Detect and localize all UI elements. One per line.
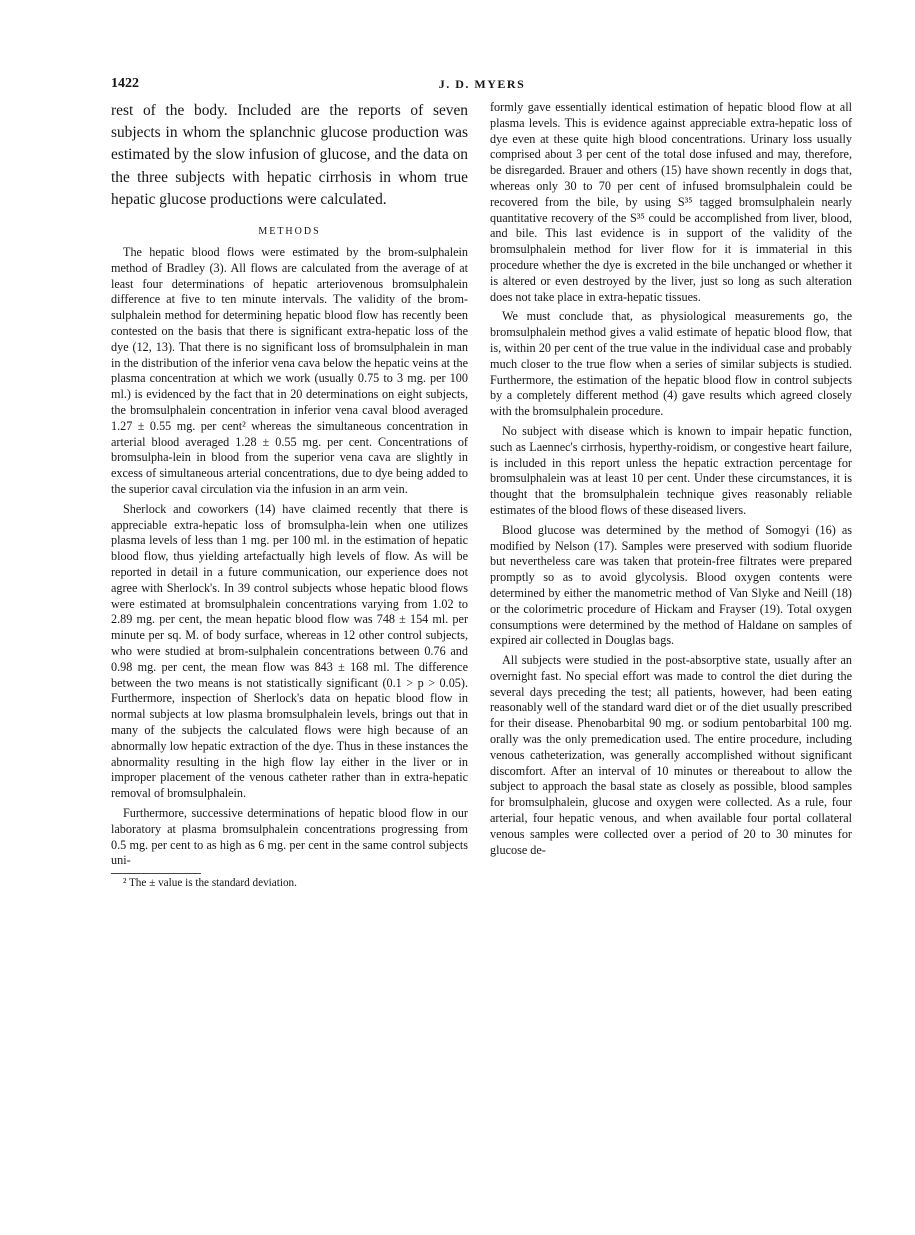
page-number: 1422 — [111, 76, 139, 91]
running-head: J. D. MYERS — [438, 77, 526, 91]
paragraph-sherlock: Sherlock and coworkers (14) have claimed recently that there is appreciable extra-hepatic loss of bromsulpha-lein when one utilizes plasma levels of less than 1 mg. per 100 ml. in the estimation of hepatic blood flow, thus yielding artefactually high levels of flow. As will be reported in detail in a future communication, our experience does not agree with Sherlock's. In 39 control subjects whose hepatic blood flows were estimated at bromsulphalein concentrations varying from 1.02 to 2.89 mg. per cent, the mean hepatic blood flow was 748 ± 154 ml. per minute per sq. M. of body surface, whereas in 12 other control subjects, who were studied at brom-sulphalein concentrations between 0.76 and 0.98 mg. per cent, the mean flow was 843 ± 168 ml. The difference between the two means is not statistically significant (0.1 > p > 0.05). Furthermore, inspection of Sherlock's data on hepatic blood flow in normal subjects at low plasma bromsulphalein levels, brings out that in many of the subjects the calculated flows were high because of an abnormally low hepatic extraction of the dye. Thus in these instances the abnormality resulting in the high flow lay either in the liver or in improper placement of the venous catheter rather than in extra-hepatic removal of bromsulphalein. — [111, 501, 468, 801]
footnote: ² The ± value is the standard deviation. — [123, 877, 297, 890]
paragraph-conclusion: We must conclude that, as physiological measurements go, the bromsulphalein method gives a valid estimate of hepatic blood flow, that is, within 20 per cent of the true value in the individual case and probably much closer to the true flow when a series of similar subjects is studied. Furthermore, the estimation of the hepatic blood flow in control subjects by a completely different method (4) gave results which agreed closely with the bromsulphalein procedure. — [490, 309, 852, 419]
right-column — [490, 100, 852, 862]
paragraph-bromsulphalein-method: The hepatic blood flows were estimated by the brom-sulphalein method of Bradley (3). All flows are calculated from the average of at least four determinations of hepatic arteriovenous bromsulphalein difference at five to ten minute intervals. The validity of the brom-sulphalein method for determining hepatic blood flow has recently been contested on the basis that there is significant extra-hepatic loss of the dye (12, 13). That there is no significant loss of bromsulphalein in man in the distribution of the inferior vena cava below the hepatic veins at the plasma concentration at which we work (usually 0.75 to 3 mg. per 100 ml.) is evidenced by the fact that in 20 determinations on eight subjects, the bromsulphalein concentration in inferior vena caval blood averaged 1.27 ± 0.55 mg. per cent² whereas the simultaneous concentration in arterial blood averaged 1.28 ± 0.55 mg. per cent. Concentrations of bromsulpha-lein in blood from the superior vena cava are slightly in excess of simultaneous arterial concentrations, due to dye being added to the superior caval circulation via the infusion in an arm vein. — [111, 245, 468, 496]
paragraph-disease-subjects: No subject with disease which is known to impair hepatic function, such as Laennec's cirrhosis, hyperthy-roidism, or congestive heart failure, is included in this report unless the hepatic extraction percentage for bromsulphalein was at least 10 per cent. Under these circumstances, it is thought that the bromsulphalein technique gives reasonably reliable estimates of the blood flows of these diseased livers. — [490, 423, 852, 517]
paragraph-blood-glucose: Blood glucose was determined by the method of Somogyi (16) as modified by Nelson (17). Samples were preserved with sodium fluoride but nevertheless care was taken that protein-free filtrates were prepared promptly so as to avoid glycolysis. Blood oxygen contents were determined by either the manometric method of Van Slyke and Neill (18) or the colorimetric procedure of Hickam and Frayser (19). Total oxygen consumptions were determined by the method of Haldane on samples of expired air collected in Douglas bags. — [490, 522, 852, 648]
section-heading-methods: METHODS — [258, 226, 321, 238]
footnote-divider — [111, 873, 201, 874]
left-column — [111, 100, 468, 890]
intro-paragraph: rest of the body. Included are the reports of seven subjects in whom the splanchnic glucose production was estimated by the slow infusion of glucose, and the data on the three subjects with hepatic cirrhosis in whom true hepatic glucose productions were calculated. — [111, 102, 468, 208]
paragraph-continuation: formly gave essentially identical estimation of hepatic blood flow at all plasma levels. This is evidence against appreciable extra-hepatic loss of dye even at these quite high blood concentrations. Urinary loss usually comprised about 3 per cent of the total dose infused and may, therefore, be disregarded. Brauer and others (15) have shown recently in dogs that, whereas only 30 to 70 per cent of infused bromsulphalein could be recovered from the bile, by using S³⁵ tagged bromsulphalein nearly quantitative recovery of the S³⁵ could be accomplished from liver, blood, and bile. This last evidence is in support of the validity of the bromsulphalein method for liver flow for it is immaterial in this procedure whether the dye is excreted in the bile unchanged or whether it is altered or even destroyed by the liver, just so long as such alteration does not take place in extra-hepatic tissues. — [490, 100, 852, 304]
paragraph-subjects-studied: All subjects were studied in the post-absorptive state, usually after an overnight fast. No special effort was made to control the diet during the several days preceding the test; all patients, however, had been eating reasonably well of the standard ward diet or of the diet usually prescribed for their disease. Phenobarbital 90 mg. or sodium pentobarbital 100 mg. orally was the only premedication used. The entire procedure, including venous catheterization, was generally accomplished without significant discomfort. After an interval of 10 minutes or thereabout to allow the subject to approach the basal state as closely as possible, blood samples for bromsulphalein, glucose and oxygen were collected. As a rule, four arterial, four hepatic venous, and when available four portal collateral venous samples were collected over a period of 20 to 30 minutes for glucose de- — [490, 653, 852, 857]
paragraph-successive-determinations: Furthermore, successive determinations of hepatic blood flow in our laboratory at plasma bromsulphalein concentrations progressing from 0.5 mg. per cent to as high as 6 mg. per cent in the same control subjects uni- — [111, 805, 468, 868]
page-header — [111, 76, 853, 98]
